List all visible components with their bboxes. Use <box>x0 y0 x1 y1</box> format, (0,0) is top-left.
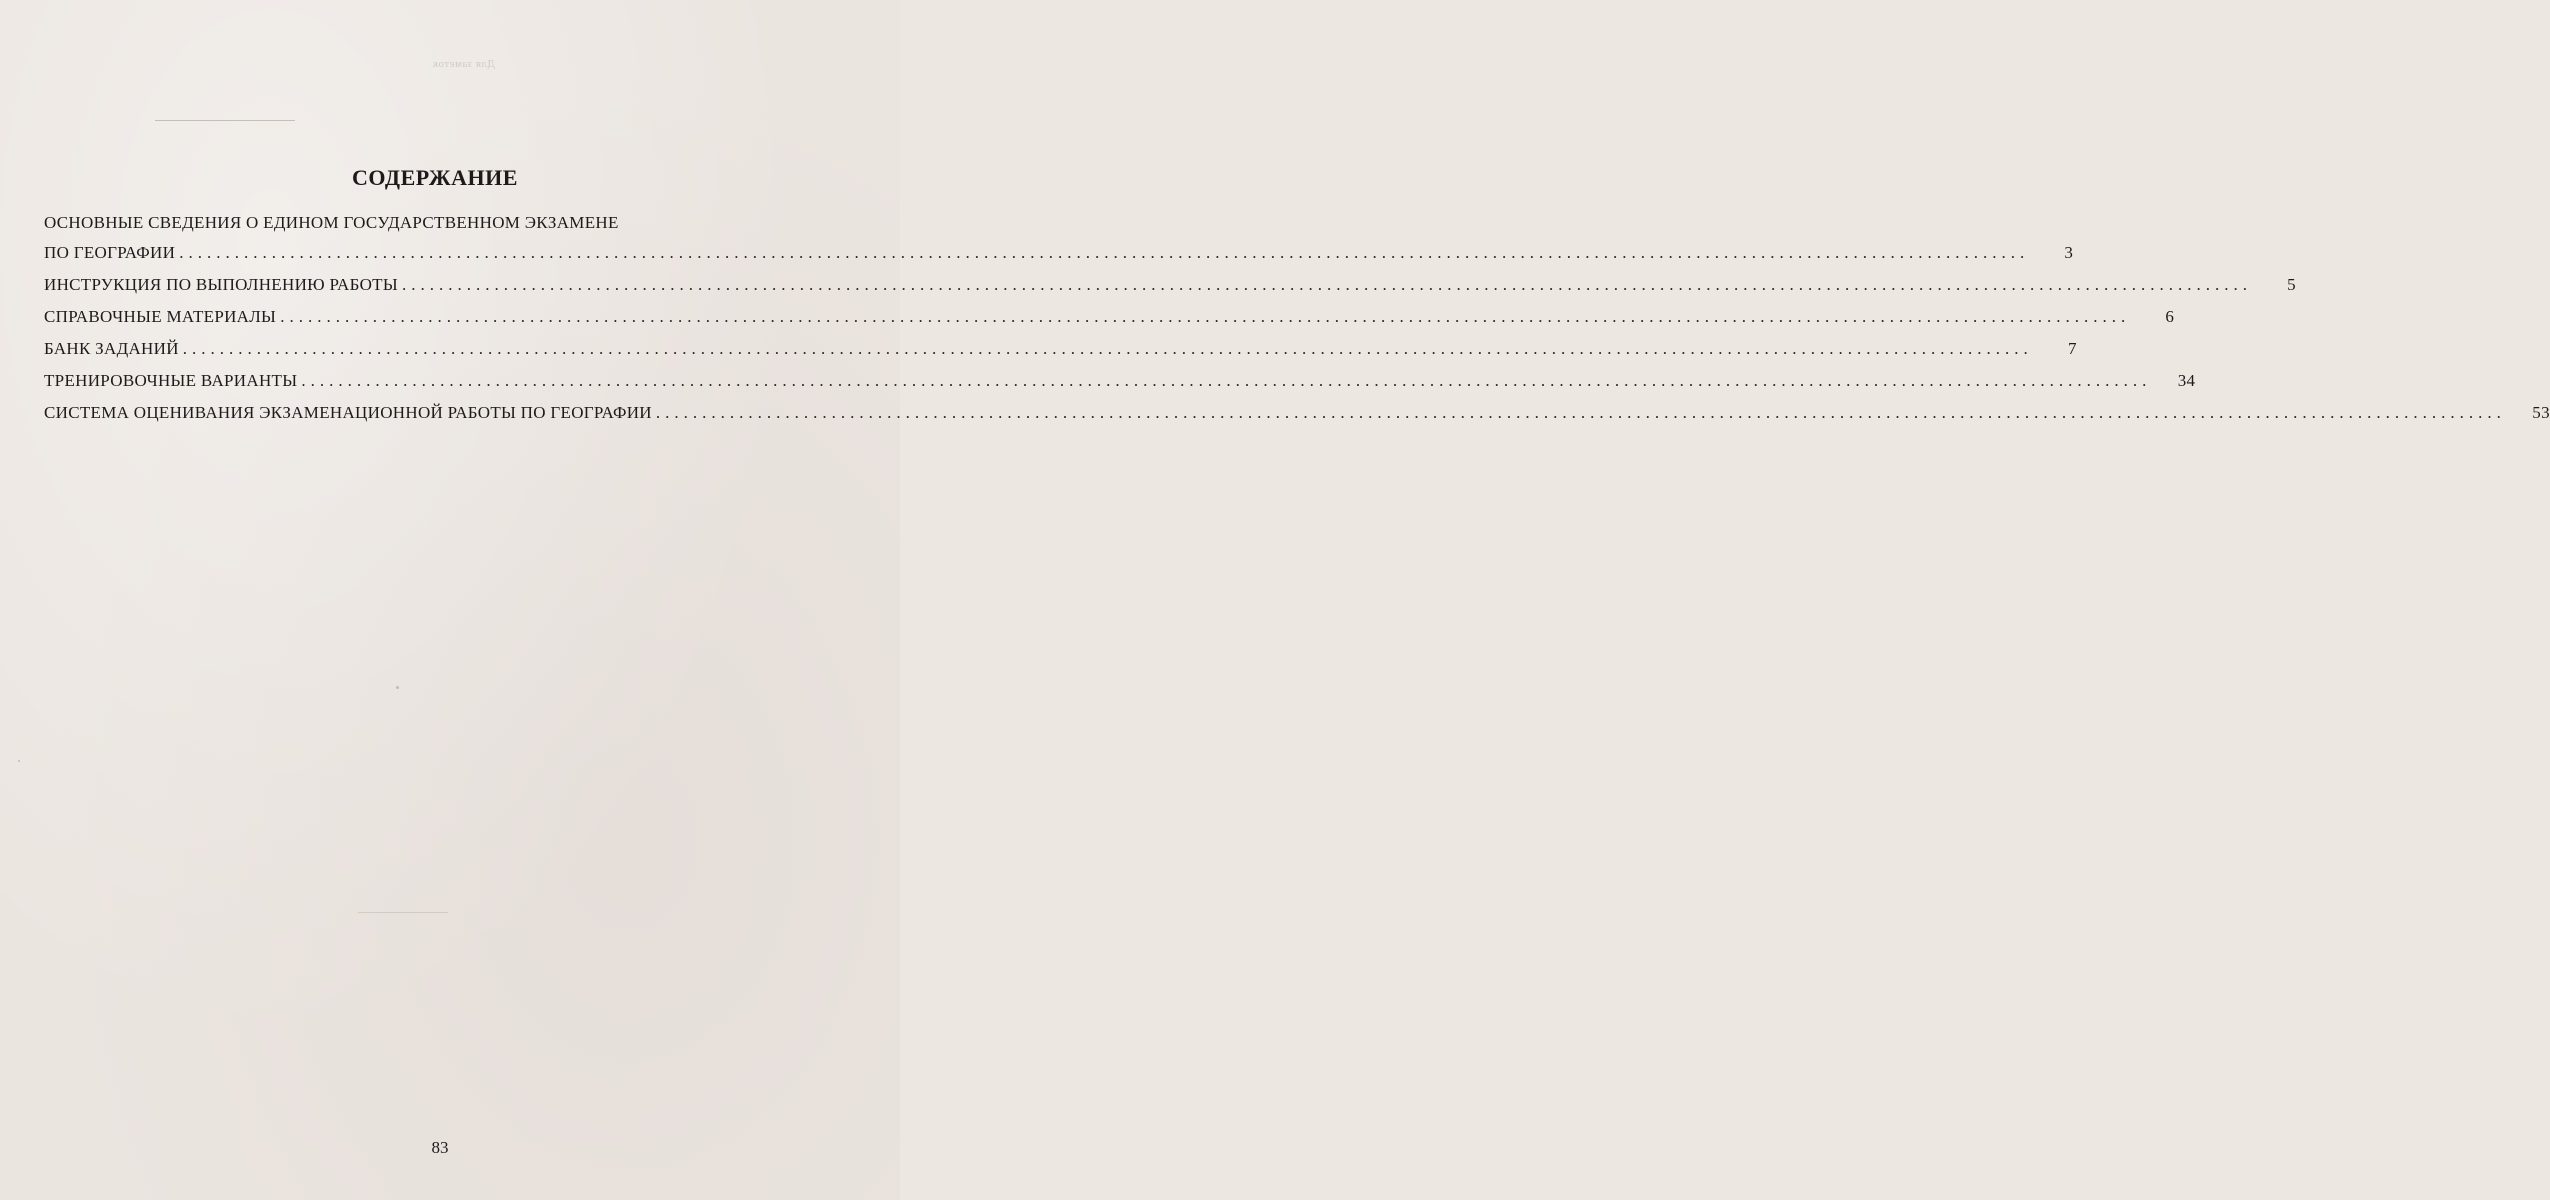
toc-entry-page: 34 <box>2177 371 2196 390</box>
toc-entry-basic-info[interactable] <box>44 243 2074 275</box>
table-of-contents <box>44 213 2550 435</box>
paper-smudge <box>18 760 20 762</box>
toc-entry-label: ИНСТРУКЦИЯ ПО ВЫПОЛНЕНИЮ РАБОТЫ <box>44 275 398 294</box>
toc-entry-page: 6 <box>2165 307 2175 326</box>
toc-entry-basic-info-line1[interactable] <box>44 213 820 243</box>
toc-entry-label: ОСНОВНЫЕ СВЕДЕНИЯ О ЕДИНОМ ГОСУДАРСТВЕННОМ ЭКЗАМЕНЕ <box>44 213 619 232</box>
paper-smudge <box>396 686 399 689</box>
toc-entry-label: СПРАВОЧНЫЕ МАТЕРИАЛЫ <box>44 307 277 326</box>
toc-entry-instructions[interactable] <box>44 275 2296 307</box>
toc-entry-page: 7 <box>2067 339 2077 358</box>
faint-rule-bottom <box>358 912 448 913</box>
toc-entry-label: СИСТЕМА ОЦЕНИВАНИЯ ЭКЗАМЕНАЦИОННОЙ РАБОТЫ ПО ГЕОГРАФИИ <box>44 403 652 422</box>
toc-entry-grading-system[interactable] <box>44 403 2550 435</box>
page-title: СОДЕРЖАНИЕ <box>352 165 518 190</box>
toc-entry-practice-variants[interactable] <box>44 371 2196 403</box>
toc-entry-label: ПО ГЕОГРАФИИ <box>44 243 176 262</box>
toc-entry-page: 5 <box>2287 275 2296 294</box>
faint-rule-top <box>155 120 295 121</box>
toc-entry-label: БАНК ЗАДАНИЙ <box>44 339 179 358</box>
dot-leader: ........................................................................................................................................................................................................ <box>401 275 2252 294</box>
dot-leader: ........................................................................................................................................................................................................ <box>179 243 2030 262</box>
dot-leader: ........................................................................................................................................................................................................ <box>280 307 2131 326</box>
toc-entry-task-bank[interactable] <box>44 339 2077 371</box>
page-number: 83 <box>431 1138 449 1157</box>
bleed-through-header: Для заметок <box>432 58 495 70</box>
dot-leader: ........................................................................................................................................................................................................ <box>182 339 2033 358</box>
dot-leader: ........................................................................................................................................................................................................ <box>301 371 2152 390</box>
toc-entry-page: 53 <box>2532 403 2550 422</box>
toc-entry-page: 3 <box>2064 243 2074 262</box>
toc-entry-reference-materials[interactable] <box>44 307 2175 339</box>
dot-leader: ........................................................................................................................................................................................................ <box>655 403 2506 422</box>
toc-entry-label: ТРЕНИРОВОЧНЫЕ ВАРИАНТЫ <box>44 371 298 390</box>
